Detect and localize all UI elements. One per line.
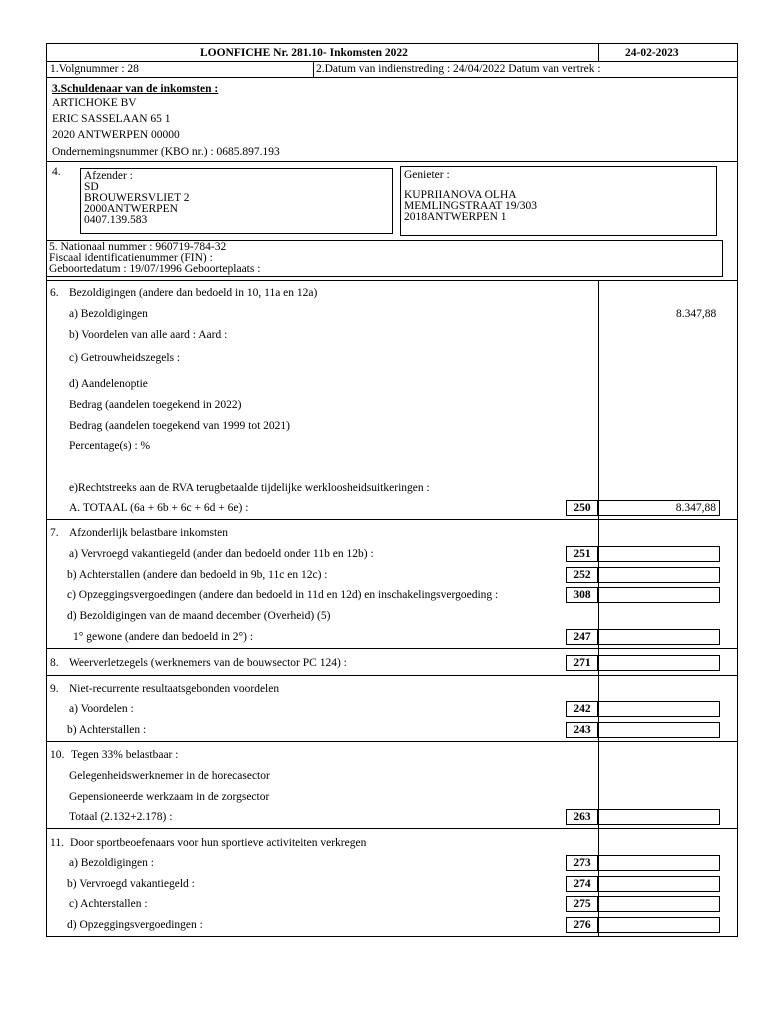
form-title: LOONFICHE Nr. 281.10- Inkomsten 2022	[200, 47, 408, 59]
value-274	[598, 876, 720, 892]
schuldenaar-line: 2020 ANTWERPEN 00000	[52, 129, 180, 141]
value-250: 8.347,88	[598, 500, 720, 516]
genieter-line: Genieter :	[404, 169, 450, 181]
code-251: 251	[566, 546, 598, 562]
value-6a: 8.347,88	[676, 308, 717, 320]
section-8-title: Weerverletzegels (werknemers van de bouwsector PC 124) :	[69, 657, 347, 669]
label-9a: a) Voordelen :	[69, 703, 134, 715]
code-274: 274	[566, 876, 598, 892]
schuldenaar-line: ERIC SASSELAAN 65 1	[52, 113, 171, 125]
label-6c: c) Getrouwheidszegels :	[69, 352, 181, 364]
code-275: 275	[566, 896, 598, 912]
schuldenaar-line: Ondernemingsnummer (KBO nr.) : 0685.897.193	[52, 146, 280, 158]
code-243: 243	[566, 722, 598, 738]
value-273	[598, 855, 720, 871]
divider	[598, 43, 599, 61]
afzender-line: 0407.139.583	[84, 214, 148, 226]
label-6d2: Bedrag (aandelen toegekend van 1999 tot 2021)	[69, 420, 290, 432]
label-7a: a) Vervroegd vakantiegeld (ander dan bedoeld onder 11b en 12b) :	[69, 548, 374, 560]
label-10-zorg: Gepensioneerde werkzaam in de zorgsector	[69, 791, 270, 803]
value-243	[598, 722, 720, 738]
afzender-line: SD	[84, 181, 99, 193]
genieter-line: 2018ANTWERPEN 1	[404, 211, 507, 223]
schuldenaar-heading: 3.Schuldenaar van de inkomsten :	[52, 83, 219, 95]
volgnummer: 1.Volgnummer : 28	[50, 63, 139, 75]
divider	[46, 61, 738, 62]
value-247	[598, 629, 720, 645]
code-273: 273	[566, 855, 598, 871]
section-9-title: Niet-recurrente resultaatsgebonden voordelen	[69, 683, 280, 695]
geboortedatum: Geboortedatum : 19/07/1996 Geboorteplaats :	[49, 263, 261, 275]
label-6d: d) Aandelenoptie	[69, 378, 148, 390]
label-11c: c) Achterstallen :	[69, 898, 148, 910]
label-6d1: Bedrag (aandelen toegekend in 2022)	[69, 399, 242, 411]
divider	[46, 161, 738, 162]
value-251	[598, 546, 720, 562]
label-11b: b) Vervroegd vakantiegeld :	[67, 878, 195, 890]
section-7-title: Afzonderlijk belastbare inkomsten	[69, 527, 229, 539]
section-10-title: Tegen 33% belastbaar :	[71, 749, 179, 761]
section-9-number: 9.	[50, 683, 59, 695]
value-242	[598, 701, 720, 717]
section-10-number: 10.	[50, 749, 65, 761]
value-271	[598, 655, 720, 671]
divider	[46, 741, 738, 742]
nationaal-nummer: 5. Nationaal nummer : 960719-784-32	[49, 241, 227, 253]
afzender-line: Afzender :	[84, 170, 133, 182]
genieter-line: KUPRIIANOVA OLHA	[404, 189, 517, 201]
divider	[46, 828, 738, 829]
genieter-line: MEMLINGSTRAAT 19/303	[404, 200, 538, 212]
label-6d3: Percentage(s) : %	[69, 440, 151, 452]
divider	[46, 77, 738, 78]
code-242: 242	[566, 701, 598, 717]
label-11d: d) Opzeggingsvergoedingen :	[67, 919, 203, 931]
label-6e: e)Rechtstreeks aan de RVA terugbetaalde tijdelijke werkloosheidsuitkeringen :	[69, 482, 430, 494]
section-6-number: 6.	[50, 287, 59, 299]
code-263: 263	[566, 809, 598, 825]
fiscaal-id: Fiscaal identificatienummer (FIN) :	[49, 252, 213, 264]
divider	[46, 519, 738, 520]
value-263	[598, 809, 720, 825]
value-276	[598, 917, 720, 933]
label-10-horeca: Gelegenheidswerknemer in de horecasector	[69, 770, 270, 782]
code-247: 247	[566, 629, 598, 645]
section-6-title: Bezoldigingen (andere dan bedoeld in 10, 11a en 12a)	[69, 287, 318, 299]
section-8-number: 8.	[50, 657, 59, 669]
label-7c: c) Opzeggingsvergoedingen (andere dan bedoeld in 11d en 12d) en inschakelingsvergoeding :	[67, 589, 499, 601]
code-276: 276	[566, 917, 598, 933]
code-308: 308	[566, 587, 598, 603]
label-6b: b) Voordelen van alle aard : Aard :	[69, 329, 228, 341]
column-divider	[598, 280, 599, 937]
code-271: 271	[566, 655, 598, 671]
value-252	[598, 567, 720, 583]
section-4-number: 4.	[52, 166, 61, 178]
afzender-line: BROUWERSVLIET 2	[84, 192, 190, 204]
form-date: 24-02-2023	[625, 47, 679, 59]
section-7-number: 7.	[50, 527, 59, 539]
afzender-line: 2000ANTWERPEN	[84, 203, 178, 215]
divider	[313, 61, 314, 77]
label-6a: a) Bezoldigingen	[69, 308, 148, 320]
label-11a: a) Bezoldigingen :	[69, 857, 154, 869]
schuldenaar-line: ARTICHOKE BV	[52, 97, 137, 109]
label-6-total: A. TOTAAL (6a + 6b + 6c + 6d + 6e) :	[69, 502, 249, 514]
code-252: 252	[566, 567, 598, 583]
label-7b: b) Achterstallen (andere dan bedoeld in 9b, 11c en 12c) :	[67, 569, 328, 581]
label-9b: b) Achterstallen :	[67, 724, 147, 736]
label-10-total: Totaal (2.132+2.178) :	[69, 811, 173, 823]
label-7d: d) Bezoldigingen van de maand december (Overheid) (5)	[67, 610, 331, 622]
label-7d1: 1° gewone (andere dan bedoeld in 2°) :	[73, 631, 254, 643]
value-308	[598, 587, 720, 603]
divider	[46, 280, 738, 281]
section-11-title: Door sportbeoefenaars voor hun sportieve activiteiten verkregen	[70, 837, 367, 849]
datum-indiensttreding: 2.Datum van indienstreding : 24/04/2022 Datum van vertrek :	[316, 63, 601, 75]
section-11-number: 11.	[50, 837, 64, 849]
divider	[46, 675, 738, 676]
divider	[46, 648, 738, 649]
value-275	[598, 896, 720, 912]
code-250: 250	[566, 500, 598, 516]
